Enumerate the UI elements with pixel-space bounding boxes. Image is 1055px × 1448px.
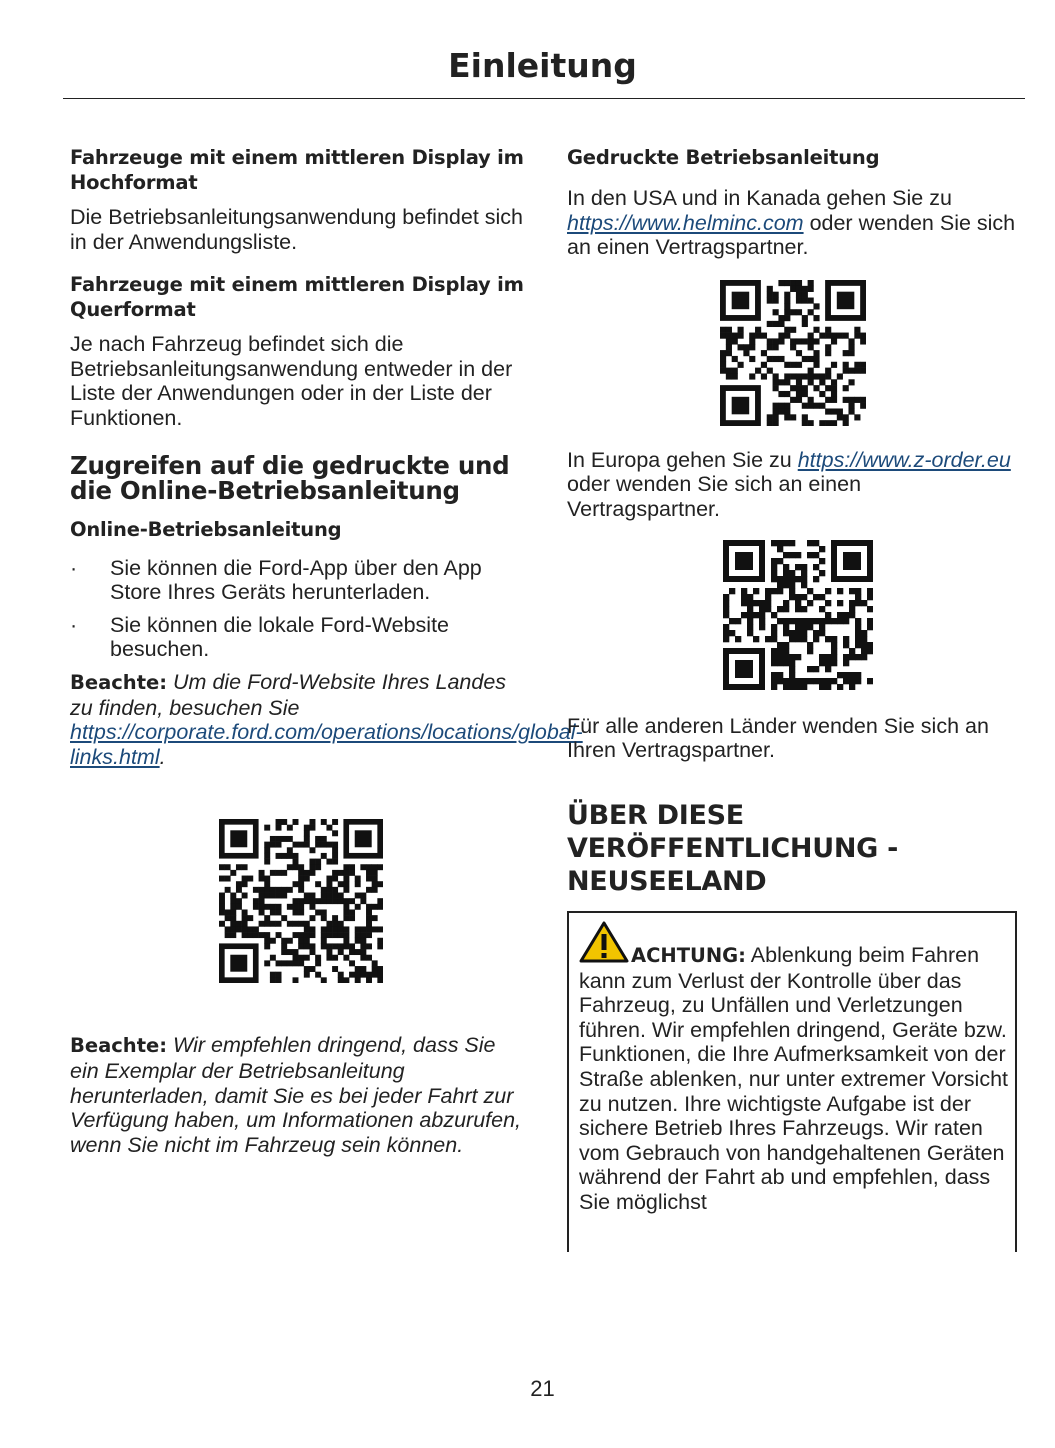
- list-item-text: Sie können die Ford-App über den App Store Ihres Geräts herunterladen.: [110, 555, 482, 605]
- right-column: [567, 145, 1017, 898]
- list-item-text: Sie können die lokale Ford-Website besuchen.: [110, 612, 450, 662]
- warning-label: ACHTUNG:: [631, 944, 746, 967]
- other-countries-text: Für alle anderen Länder wenden Sie sich an Ihren Vertragspartner.: [567, 713, 989, 763]
- list-item: [70, 556, 526, 605]
- section-text-portrait: Die Betriebsanleitungsanwendung befindet sich in der Anwendungsliste.: [70, 205, 524, 254]
- section-heading-access: Zugreifen auf die gedruckte und die Online-Betriebsanleitung: [70, 450, 510, 505]
- note-text: Wir empfehlen dringend, dass Sie ein Exemplar der Betriebsanleitung herunterladen, damit Sie es bei jeder Fahrt zur Verfügung haben, um Informationen abzurufen, wenn Sie nicht im Fahrzeug sein können.: [70, 1033, 522, 1157]
- page-title: Einleitung: [448, 46, 637, 85]
- ford-global-links-link[interactable]: https://corporate.ford.com/operations/locations/global-links.html: [70, 720, 583, 769]
- note-download: [70, 1033, 526, 1157]
- europe-text: [567, 448, 1017, 522]
- note-label: Beachte:: [70, 670, 168, 694]
- page-number: 21: [530, 1376, 555, 1401]
- note-label: Beachte:: [70, 1034, 168, 1058]
- section-heading-online: Online-Betriebsanleitung: [70, 517, 342, 541]
- qr-code-ford-icon: [219, 819, 383, 983]
- section-heading-portrait: Fahrzeuge mit einem mittleren Display im Hochformat: [70, 146, 524, 194]
- title-divider: [63, 98, 1025, 99]
- note-end: .: [159, 744, 166, 769]
- qr-code-helm-icon: [720, 280, 866, 426]
- usa-text-start: In den USA und in Kanada gehen Sie zu: [567, 186, 952, 210]
- bullet-marker: ·: [70, 555, 78, 580]
- warning-text: [579, 943, 1009, 1215]
- section-heading-printed: Gedruckte Betriebsanleitung: [567, 146, 880, 169]
- usa-text-end: oder wenden Sie sich an einen Vertragspartner.: [567, 210, 1016, 260]
- eu-text-end: oder wenden Sie sich an einen Vertragspartner.: [567, 472, 862, 521]
- warning-box: [567, 911, 1017, 1252]
- eu-text-start: In Europa gehen Sie zu: [567, 447, 792, 472]
- list-item: [70, 613, 526, 662]
- warning-body: Ablenkung beim Fahren kann zum Verlust der Kontrolle über das Fahrzeug, zu Unfällen und Verletzungen führen. Wir empfehlen dringend, Geräte bzw. Funktionen, die Ihre Aufmerksamkeit von der Straße ablenken, nur unter extremer Vorsicht zu nutzen. Ihre wichtigste Aufgabe ist der sichere Betrieb Ihres Fahrzeugs. Wir raten vom Gebrauch von handgehaltenen Geräten während der Fahrt ab und empfehlen, dass Sie möglichst: [579, 943, 1009, 1214]
- qr-code-zorder-icon: [723, 540, 873, 690]
- note-text: Um die Ford-Website Ihres Landes zu finden, besuchen Sie: [70, 669, 507, 720]
- bullet-marker: ·: [70, 612, 78, 637]
- note-website: [70, 669, 583, 769]
- z-order-link[interactable]: https://www.z-order.eu: [797, 447, 1011, 472]
- section-text-landscape: Je nach Fahrzeug befindet sich die Betriebsanleitungsanwendung entweder in der Liste der Anwendungen oder in der Liste der Funktionen.: [70, 332, 513, 430]
- helminc-link[interactable]: https://www.helminc.com: [567, 210, 804, 235]
- online-options-list: [70, 556, 526, 662]
- section-heading-new-zealand: ÜBER DIESE VERÖFFENTLICHUNG - NEUSEELAND: [567, 799, 898, 897]
- usa-canada-text: [567, 186, 1017, 260]
- section-heading-landscape: Fahrzeuge mit einem mittleren Display im Querformat: [70, 273, 524, 322]
- left-column: [70, 145, 583, 1157]
